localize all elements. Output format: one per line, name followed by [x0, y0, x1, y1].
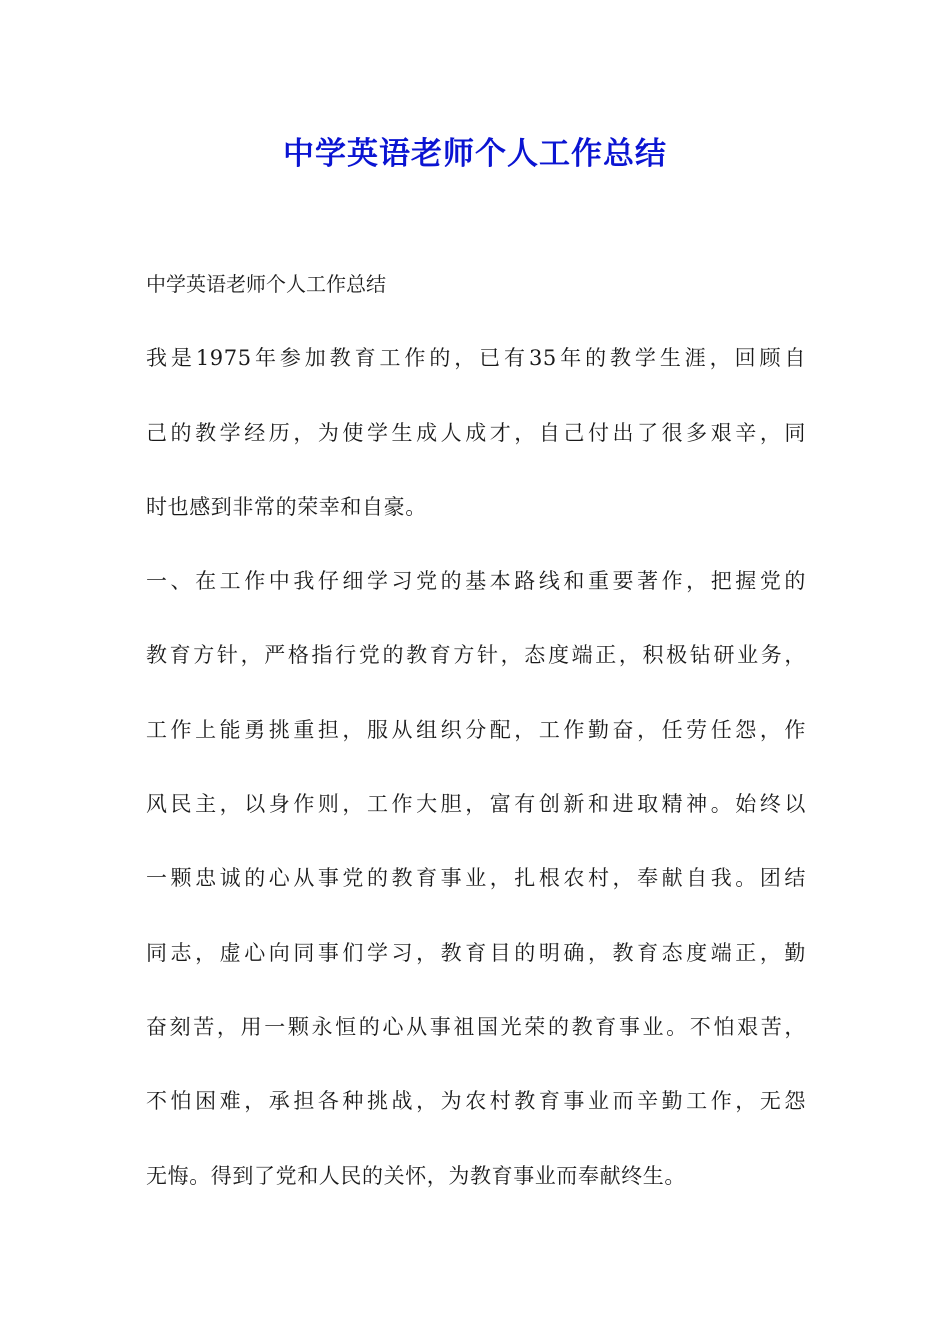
body-line: 我是1975年参加教育工作的，已有35年的教学生涯，回顾自 — [146, 346, 806, 371]
body-line: 己的教学经历，为使学生成人成才，自己付出了很多艰辛，同 — [146, 420, 806, 445]
document-body — [146, 262, 826, 1228]
body-line: 奋刻苦，用一颗永恒的心从事祖国光荣的教育事业。不怕艰苦， — [146, 1014, 806, 1039]
body-line: 时也感到非常的荣幸和自豪。 — [146, 494, 427, 519]
body-line: 同志，虚心向同事们学习，教育目的明确，教育态度端正，勤 — [146, 940, 806, 965]
document-title: 中学英语老师个人工作总结 — [283, 136, 667, 172]
body-line: 一、在工作中我仔细学习党的基本路线和重要著作，把握党的 — [146, 569, 806, 594]
body-line: 无悔。得到了党和人民的关怀，为教育事业而奉献终生。 — [146, 1163, 686, 1188]
body-line: 工作上能勇挑重担，服从组织分配，工作勤奋，任劳任怨，作 — [146, 717, 806, 742]
body-line: 风民主，以身作则，工作大胆，富有创新和进取精神。始终以 — [146, 792, 806, 817]
body-line: 一颗忠诚的心从事党的教育事业，扎根农村，奉献自我。团结 — [146, 866, 806, 891]
body-line: 不怕困难，承担各种挑战，为农村教育事业而辛勤工作，无怨 — [146, 1089, 806, 1114]
body-subtitle-line: 中学英语老师个人工作总结 — [146, 272, 386, 296]
body-line: 教育方针，严格指行党的教育方针，态度端正，积极钻研业务， — [146, 643, 806, 668]
